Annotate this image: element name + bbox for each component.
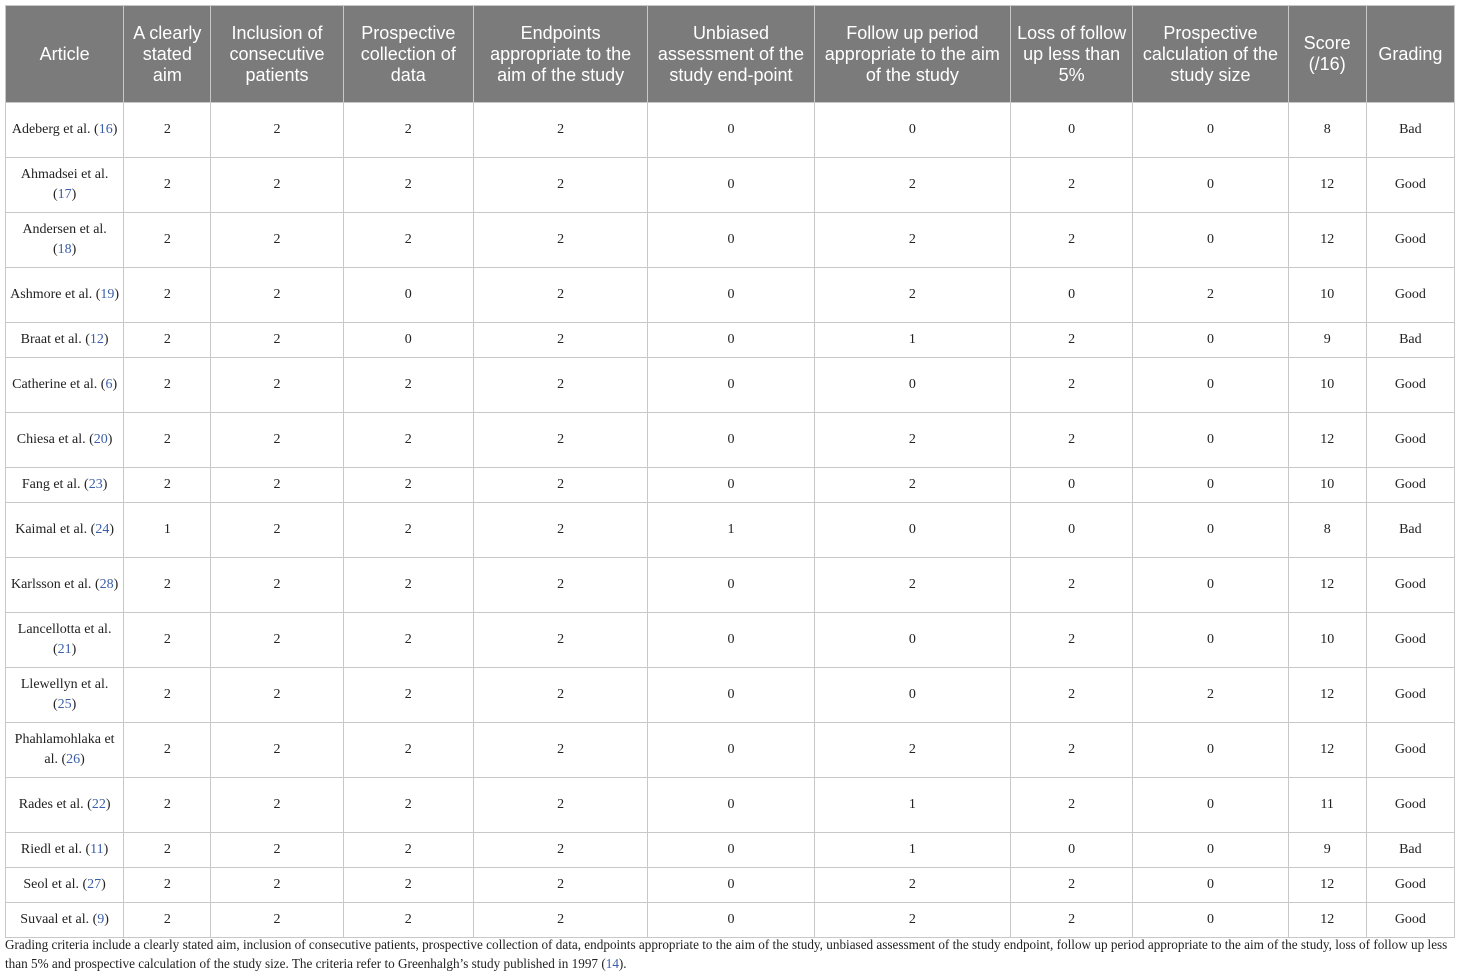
loss-cell: 0 <box>1011 833 1133 868</box>
unbiased-cell: 0 <box>648 778 814 833</box>
article-name: Llewellyn et al. <box>20 677 109 692</box>
prospective-cell: 2 <box>343 903 473 938</box>
ref-open-paren: ( <box>85 432 94 447</box>
ref-close-paren: ) <box>109 522 114 537</box>
article-name: Braat et al. <box>20 332 82 347</box>
size-cell: 0 <box>1133 103 1288 158</box>
score-cell: 12 <box>1288 723 1366 778</box>
prospective-cell: 2 <box>343 213 473 268</box>
article-cell <box>6 358 124 413</box>
followup-cell: 0 <box>814 668 1010 723</box>
score-cell: 10 <box>1288 468 1366 503</box>
score-cell: 11 <box>1288 778 1366 833</box>
loss-cell: 2 <box>1011 213 1133 268</box>
grading-cell: Good <box>1366 868 1454 903</box>
consecutive-cell: 2 <box>211 668 343 723</box>
prospective-cell: 2 <box>343 413 473 468</box>
size-cell: 0 <box>1133 868 1288 903</box>
size-cell: 0 <box>1133 468 1288 503</box>
ref-open-paren: ( <box>90 122 99 137</box>
ref-open-paren: ( <box>92 287 101 302</box>
table-body <box>6 103 1455 938</box>
table-row <box>6 503 1455 558</box>
aim-cell: 2 <box>124 558 211 613</box>
ref-open-paren: ( <box>91 577 100 592</box>
unbiased-cell: 0 <box>648 413 814 468</box>
ref-open-paren: ( <box>81 842 91 857</box>
table-caption <box>5 935 1457 973</box>
endpoints-cell: 2 <box>473 903 647 938</box>
article-name: Riedl et al. <box>20 842 82 857</box>
ref-close-paren: ) <box>105 797 111 812</box>
header-clearly-stated-aim: A clearly stated aim <box>124 6 211 103</box>
reference-link[interactable]: 18 <box>57 242 72 257</box>
header-endpoints: Endpoints appropriate to the aim of the study <box>473 6 647 103</box>
ref-open-paren: ( <box>81 332 90 347</box>
loss-cell: 0 <box>1011 103 1133 158</box>
ref-open-paren: ( <box>87 522 96 537</box>
ref-open-paren: ( <box>58 752 67 767</box>
ref-open-paren: ( <box>97 377 106 392</box>
endpoints-cell: 2 <box>473 323 647 358</box>
ref-close-paren: ) <box>103 332 109 347</box>
followup-cell: 2 <box>814 413 1010 468</box>
followup-cell: 0 <box>814 613 1010 668</box>
score-cell: 12 <box>1288 558 1366 613</box>
followup-cell: 2 <box>814 268 1010 323</box>
table-row <box>6 903 1455 938</box>
loss-cell: 2 <box>1011 158 1133 213</box>
aim-cell: 2 <box>124 868 211 903</box>
unbiased-cell: 0 <box>648 358 814 413</box>
grading-cell: Good <box>1366 158 1454 213</box>
table-row <box>6 613 1455 668</box>
ref-close-paren: ) <box>112 377 118 392</box>
grading-cell: Good <box>1366 613 1454 668</box>
endpoints-cell: 2 <box>473 158 647 213</box>
table-row <box>6 413 1455 468</box>
article-cell <box>6 468 124 503</box>
reference-link[interactable]: 27 <box>87 877 102 892</box>
prospective-cell: 2 <box>343 723 473 778</box>
article-name: Phahlamohlaka et al. <box>14 732 115 767</box>
size-cell: 0 <box>1133 903 1288 938</box>
article-name: Suvaal et al. <box>20 912 90 927</box>
aim-cell: 2 <box>124 268 211 323</box>
article-cell <box>6 323 124 358</box>
unbiased-cell: 0 <box>648 668 814 723</box>
score-cell: 9 <box>1288 833 1366 868</box>
aim-cell: 2 <box>124 358 211 413</box>
aim-cell: 2 <box>124 613 211 668</box>
consecutive-cell: 2 <box>211 868 343 903</box>
header-study-size: Prospective calculation of the study size <box>1133 6 1288 103</box>
ref-close-paren: ) <box>107 432 113 447</box>
article-cell <box>6 268 124 323</box>
consecutive-cell: 2 <box>211 723 343 778</box>
score-cell: 12 <box>1288 158 1366 213</box>
consecutive-cell: 2 <box>211 468 343 503</box>
size-cell: 0 <box>1133 213 1288 268</box>
size-cell: 0 <box>1133 413 1288 468</box>
consecutive-cell: 2 <box>211 268 343 323</box>
unbiased-cell: 0 <box>648 833 814 868</box>
followup-cell: 2 <box>814 558 1010 613</box>
consecutive-cell: 2 <box>211 213 343 268</box>
score-cell: 9 <box>1288 323 1366 358</box>
loss-cell: 0 <box>1011 268 1133 323</box>
consecutive-cell: 2 <box>211 158 343 213</box>
score-cell: 8 <box>1288 503 1366 558</box>
reference-link[interactable]: 25 <box>57 697 72 712</box>
ref-close-paren: ) <box>80 752 85 767</box>
reference-link[interactable]: 6 <box>105 377 113 392</box>
endpoints-cell: 2 <box>473 268 647 323</box>
followup-cell: 1 <box>814 778 1010 833</box>
aim-cell: 2 <box>124 158 211 213</box>
unbiased-cell: 1 <box>648 503 814 558</box>
table-row <box>6 213 1455 268</box>
unbiased-cell: 0 <box>648 468 814 503</box>
header-prospective-collection: Prospective collection of data <box>343 6 473 103</box>
caption-reference-link[interactable]: 14 <box>605 956 619 971</box>
table-row <box>6 268 1455 323</box>
followup-cell: 2 <box>814 468 1010 503</box>
consecutive-cell: 2 <box>211 103 343 158</box>
unbiased-cell: 0 <box>648 213 814 268</box>
ref-close-paren: ) <box>114 287 120 302</box>
header-unbiased-assessment: Unbiased assessment of the study end-point <box>648 6 814 103</box>
score-cell: 12 <box>1288 413 1366 468</box>
ref-close-paren: ) <box>101 877 106 892</box>
article-name: Karlsson et al. <box>10 577 92 592</box>
prospective-cell: 2 <box>343 358 473 413</box>
article-name: Rades et al. <box>18 797 84 812</box>
table-row <box>6 558 1455 613</box>
reference-link[interactable]: 24 <box>95 522 110 537</box>
ref-open-paren: ( <box>80 477 89 492</box>
ref-close-paren: ) <box>71 242 77 257</box>
reference-link[interactable]: 28 <box>99 577 114 592</box>
followup-cell: 2 <box>814 158 1010 213</box>
header-loss-of-follow-up: Loss of follow up less than 5% <box>1011 6 1133 103</box>
ref-open-paren: ( <box>89 912 98 927</box>
prospective-cell: 0 <box>343 323 473 358</box>
loss-cell: 2 <box>1011 413 1133 468</box>
aim-cell: 2 <box>124 213 211 268</box>
score-cell: 12 <box>1288 668 1366 723</box>
ref-open-paren: ( <box>52 642 58 657</box>
article-cell <box>6 903 124 938</box>
reference-link[interactable]: 9 <box>97 912 105 927</box>
grading-cell: Good <box>1366 723 1454 778</box>
article-cell <box>6 833 124 868</box>
followup-cell: 1 <box>814 833 1010 868</box>
reference-link[interactable]: 20 <box>93 432 108 447</box>
aim-cell: 1 <box>124 503 211 558</box>
endpoints-cell: 2 <box>473 778 647 833</box>
article-name: Seol et al. <box>23 877 79 892</box>
endpoints-cell: 2 <box>473 213 647 268</box>
article-name: Ashmore et al. <box>10 287 93 302</box>
ref-close-paren: ) <box>113 577 119 592</box>
loss-cell: 2 <box>1011 868 1133 903</box>
consecutive-cell: 2 <box>211 903 343 938</box>
article-cell <box>6 413 124 468</box>
header-row <box>6 6 1455 103</box>
caption-end: ). <box>618 956 627 971</box>
followup-cell: 2 <box>814 903 1010 938</box>
endpoints-cell: 2 <box>473 723 647 778</box>
size-cell: 0 <box>1133 778 1288 833</box>
grading-cell: Good <box>1366 778 1454 833</box>
size-cell: 0 <box>1133 503 1288 558</box>
unbiased-cell: 0 <box>648 268 814 323</box>
ref-open-paren: ( <box>52 187 58 202</box>
reference-link[interactable]: 12 <box>89 332 104 347</box>
table-row <box>6 358 1455 413</box>
ref-open-paren: ( <box>52 697 58 712</box>
prospective-cell: 2 <box>343 668 473 723</box>
article-cell <box>6 613 124 668</box>
score-cell: 10 <box>1288 268 1366 323</box>
table-row <box>6 868 1455 903</box>
grading-cell: Bad <box>1366 323 1454 358</box>
reference-link[interactable]: 26 <box>66 752 81 767</box>
followup-cell: 1 <box>814 323 1010 358</box>
header-follow-up-period: Follow up period appropriate to the aim of the study <box>814 6 1010 103</box>
grading-cell: Good <box>1366 213 1454 268</box>
score-cell: 10 <box>1288 358 1366 413</box>
ref-close-paren: ) <box>71 642 77 657</box>
table-row <box>6 668 1455 723</box>
consecutive-cell: 2 <box>211 558 343 613</box>
endpoints-cell: 2 <box>473 613 647 668</box>
loss-cell: 0 <box>1011 503 1133 558</box>
size-cell: 0 <box>1133 833 1288 868</box>
ref-close-paren: ) <box>102 477 108 492</box>
endpoints-cell: 2 <box>473 103 647 158</box>
article-name: Lancellotta et al. <box>17 622 112 637</box>
size-cell: 0 <box>1133 723 1288 778</box>
ref-open-paren: ( <box>79 877 88 892</box>
article-name: Fang et al. <box>21 477 81 492</box>
aim-cell: 2 <box>124 778 211 833</box>
aim-cell: 2 <box>124 723 211 778</box>
unbiased-cell: 0 <box>648 903 814 938</box>
aim-cell: 2 <box>124 468 211 503</box>
aim-cell: 2 <box>124 668 211 723</box>
consecutive-cell: 2 <box>211 613 343 668</box>
aim-cell: 2 <box>124 833 211 868</box>
loss-cell: 2 <box>1011 358 1133 413</box>
consecutive-cell: 2 <box>211 778 343 833</box>
table-row <box>6 468 1455 503</box>
loss-cell: 2 <box>1011 778 1133 833</box>
prospective-cell: 2 <box>343 778 473 833</box>
size-cell: 0 <box>1133 158 1288 213</box>
score-cell: 12 <box>1288 903 1366 938</box>
loss-cell: 2 <box>1011 723 1133 778</box>
consecutive-cell: 2 <box>211 413 343 468</box>
score-cell: 10 <box>1288 613 1366 668</box>
quality-assessment-table <box>5 5 1455 938</box>
unbiased-cell: 0 <box>648 558 814 613</box>
size-cell: 2 <box>1133 268 1288 323</box>
endpoints-cell: 2 <box>473 868 647 903</box>
article-cell <box>6 158 124 213</box>
prospective-cell: 2 <box>343 103 473 158</box>
article-name: Kaimal et al. <box>15 522 88 537</box>
ref-open-paren: ( <box>83 797 92 812</box>
prospective-cell: 2 <box>343 503 473 558</box>
endpoints-cell: 2 <box>473 668 647 723</box>
loss-cell: 2 <box>1011 903 1133 938</box>
prospective-cell: 2 <box>343 468 473 503</box>
followup-cell: 2 <box>814 213 1010 268</box>
score-cell: 12 <box>1288 213 1366 268</box>
grading-cell: Good <box>1366 413 1454 468</box>
table-row <box>6 778 1455 833</box>
grading-cell: Bad <box>1366 503 1454 558</box>
prospective-cell: 2 <box>343 558 473 613</box>
size-cell: 0 <box>1133 323 1288 358</box>
reference-link[interactable]: 19 <box>100 287 115 302</box>
consecutive-cell: 2 <box>211 833 343 868</box>
header-article: Article <box>6 6 124 103</box>
grading-cell: Good <box>1366 468 1454 503</box>
reference-link[interactable]: 21 <box>57 642 72 657</box>
endpoints-cell: 2 <box>473 833 647 868</box>
reference-link[interactable]: 17 <box>57 187 72 202</box>
endpoints-cell: 2 <box>473 503 647 558</box>
article-name: Ahmadsei et al. <box>20 167 109 182</box>
grading-cell: Bad <box>1366 103 1454 158</box>
table-row <box>6 723 1455 778</box>
followup-cell: 2 <box>814 868 1010 903</box>
article-name: Catherine et al. <box>12 377 98 392</box>
consecutive-cell: 2 <box>211 358 343 413</box>
score-cell: 8 <box>1288 103 1366 158</box>
ref-close-paren: ) <box>71 697 77 712</box>
unbiased-cell: 0 <box>648 723 814 778</box>
prospective-cell: 0 <box>343 268 473 323</box>
reference-link[interactable]: 11 <box>90 842 104 857</box>
article-cell <box>6 558 124 613</box>
loss-cell: 0 <box>1011 468 1133 503</box>
grading-cell: Good <box>1366 903 1454 938</box>
score-cell: 12 <box>1288 868 1366 903</box>
unbiased-cell: 0 <box>648 103 814 158</box>
size-cell: 2 <box>1133 668 1288 723</box>
loss-cell: 2 <box>1011 613 1133 668</box>
loss-cell: 2 <box>1011 323 1133 358</box>
loss-cell: 2 <box>1011 668 1133 723</box>
article-cell <box>6 723 124 778</box>
aim-cell: 2 <box>124 323 211 358</box>
article-cell <box>6 503 124 558</box>
ref-close-paren: ) <box>104 912 109 927</box>
followup-cell: 0 <box>814 503 1010 558</box>
prospective-cell: 2 <box>343 613 473 668</box>
table-row <box>6 323 1455 358</box>
grading-cell: Good <box>1366 268 1454 323</box>
ref-open-paren: ( <box>52 242 58 257</box>
aim-cell: 2 <box>124 413 211 468</box>
grading-cell: Bad <box>1366 833 1454 868</box>
ref-close-paren: ) <box>71 187 77 202</box>
size-cell: 0 <box>1133 358 1288 413</box>
reference-link[interactable]: 23 <box>88 477 103 492</box>
endpoints-cell: 2 <box>473 468 647 503</box>
size-cell: 0 <box>1133 558 1288 613</box>
ref-close-paren: ) <box>112 122 118 137</box>
article-name: Andersen et al. <box>22 222 107 237</box>
consecutive-cell: 2 <box>211 323 343 358</box>
reference-link[interactable]: 22 <box>91 797 106 812</box>
unbiased-cell: 0 <box>648 158 814 213</box>
endpoints-cell: 2 <box>473 358 647 413</box>
consecutive-cell: 2 <box>211 503 343 558</box>
prospective-cell: 2 <box>343 868 473 903</box>
unbiased-cell: 0 <box>648 323 814 358</box>
caption-text: Grading criteria include a clearly stated aim, inclusion of consecutive patients, prospective collection of data, endpoints appropriate to the aim of the study, unbiased assessment of the study endpoint, follow up period appropriate to the aim of the study, loss of follow up less than 5% and prospective calculation of the study size. The criteria refer to Greenhalgh’s study published in 1997 ( <box>5 937 1448 971</box>
header-score: Score (/16) <box>1288 6 1366 103</box>
prospective-cell: 2 <box>343 833 473 868</box>
table-row <box>6 158 1455 213</box>
grading-cell: Good <box>1366 558 1454 613</box>
article-cell <box>6 778 124 833</box>
endpoints-cell: 2 <box>473 413 647 468</box>
article-cell <box>6 668 124 723</box>
article-name: Adeberg et al. <box>11 122 91 137</box>
followup-cell: 0 <box>814 103 1010 158</box>
unbiased-cell: 0 <box>648 868 814 903</box>
unbiased-cell: 0 <box>648 613 814 668</box>
endpoints-cell: 2 <box>473 558 647 613</box>
article-name: Chiesa et al. <box>16 432 86 447</box>
header-grading: Grading <box>1366 6 1454 103</box>
reference-link[interactable]: 16 <box>98 122 113 137</box>
article-cell <box>6 103 124 158</box>
grading-cell: Good <box>1366 358 1454 413</box>
grading-cell: Good <box>1366 668 1454 723</box>
followup-cell: 0 <box>814 358 1010 413</box>
size-cell: 0 <box>1133 613 1288 668</box>
loss-cell: 2 <box>1011 558 1133 613</box>
prospective-cell: 2 <box>343 158 473 213</box>
ref-close-paren: ) <box>103 842 109 857</box>
table-row <box>6 103 1455 158</box>
table-row <box>6 833 1455 868</box>
header-consecutive-patients: Inclusion of consecutive patients <box>211 6 343 103</box>
article-cell <box>6 213 124 268</box>
article-cell <box>6 868 124 903</box>
aim-cell: 2 <box>124 103 211 158</box>
aim-cell: 2 <box>124 903 211 938</box>
followup-cell: 2 <box>814 723 1010 778</box>
